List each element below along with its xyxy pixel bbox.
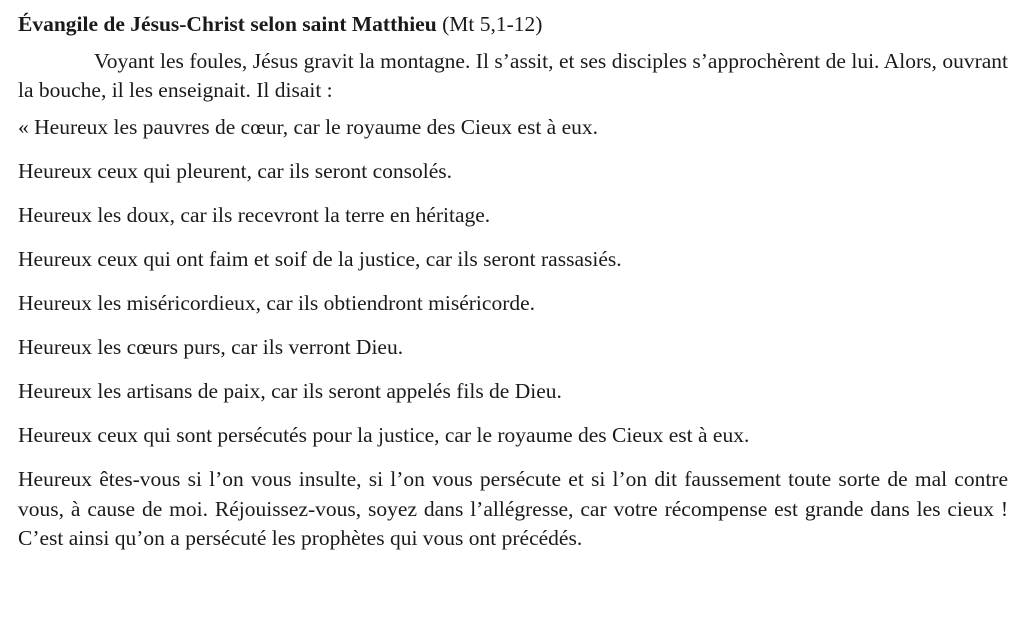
beatitude-line: Heureux les doux, car ils recevront la terre en héritage. (18, 203, 491, 227)
beatitude-line: Heureux les artisans de paix, car ils seront appelés fils de Dieu. (18, 379, 562, 403)
document-heading (18, 10, 1008, 39)
gospel-document (18, 10, 1008, 554)
beatitude-line: « Heureux les pauvres de cœur, car le royaume des Cieux est à eux. (18, 115, 599, 139)
closing-paragraph: Heureux êtes-vous si l’on vous insulte, si l’on vous persécute et si l’on dit faussement toute sorte de mal contre vous, à cause de moi. Réjouissez-vous, soyez dans l’allégresse, car votre récompense est grande dans les cieux ! C’est ainsi qu’on a persécuté les prophètes qui vous ont précédés. (18, 467, 1008, 550)
beatitude-line: Heureux ceux qui pleurent, car ils seront consolés. (18, 159, 453, 183)
beatitude-line: Heureux les cœurs purs, car ils verront Dieu. (18, 335, 404, 359)
beatitude-line: Heureux ceux qui sont persécutés pour la justice, car le royaume des Cieux est à eux. (18, 423, 750, 447)
intro-paragraph: Voyant les foules, Jésus gravit la montagne. Il s’assit, et ses disciples s’approchèrent de lui. Alors, ouvrant la bouche, il les enseignait. Il disait : (18, 49, 1008, 102)
beatitude-line: Heureux ceux qui ont faim et soif de la justice, car ils seront rassasiés. (18, 247, 622, 271)
scripture-reference: (Mt 5,1-12) (442, 12, 543, 36)
beatitude-line: Heureux les miséricordieux, car ils obtiendront miséricorde. (18, 291, 536, 315)
document-title: Évangile de Jésus-Christ selon saint Matthieu (18, 12, 437, 36)
